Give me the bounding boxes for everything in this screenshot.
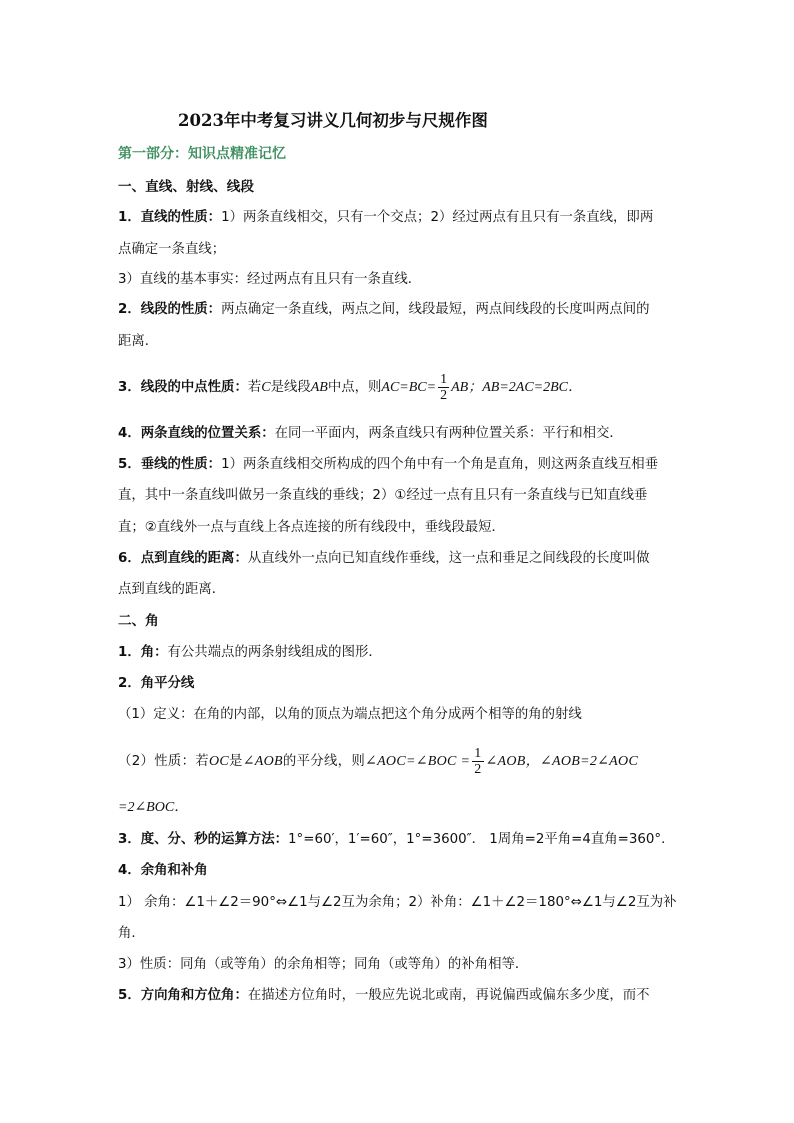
item-complementary-supplementary: 4．余角和补角 — [118, 863, 208, 878]
item-bisector-property — [118, 744, 638, 780]
text-fragment: 若 — [247, 380, 262, 395]
fraction-numerator: 1 — [474, 745, 482, 761]
item-sub-point: 3）性质：同角（或等角）的余角相等；同角（或等角）的补角相等． — [118, 957, 529, 972]
item-point-to-line-distance — [118, 549, 650, 569]
item-sub-point: 1） 余角：∠1＋∠2＝90°⇔∠1与∠2互为余角；2）补角：∠1＋∠2＝180°⇔∠1与∠2互为补 — [118, 895, 677, 910]
item-label: 3．度、分、秒的运算方法： — [118, 832, 289, 847]
item-angle-bisector: 2．角平分线 — [118, 676, 195, 691]
item-text: 在同一平面内，两条直线只有两种位置关系：平行和相交． — [274, 426, 623, 441]
text-fragment: （2）性质：若 — [118, 754, 209, 769]
item-perpendicular-properties — [118, 455, 658, 475]
math-var: C — [261, 380, 271, 395]
item-sub-point: 3）直线的基本事实：经过两点有且只有一条直线． — [118, 272, 422, 287]
math-expression: ∠AOB，∠AOB=2∠AOC — [485, 754, 639, 769]
item-continuation: =2∠BOC． — [118, 800, 189, 815]
text-fragment: 中点，则 — [327, 380, 382, 395]
item-continuation: 距离． — [118, 334, 159, 349]
math-var: OC — [208, 754, 230, 769]
text-fragment: 是线段 — [270, 380, 311, 395]
item-text: 在描述方位角时，一般应先说北或南，再说偏西或偏东多少度，而不 — [247, 988, 650, 1003]
item-text: 两点确定一条直线，两点之间，线段最短，两点间线段的长度叫两点间的 — [221, 302, 650, 317]
item-text: 1）两条直线相交，只有一个交点；2）经过两点有且只有一条直线，即两 — [221, 210, 654, 225]
math-expression: ∠AOB — [242, 754, 283, 769]
item-continuation: 直；②直线外一点与直线上各点连接的所有线段中，垂线段最短． — [118, 520, 505, 535]
item-text: 从直线外一点向已知直线作垂线，这一点和垂足之间线段的长度叫做 — [247, 551, 650, 566]
fraction-denominator: 2 — [474, 761, 482, 777]
item-line-relations — [118, 424, 623, 444]
text-fragment: 是 — [229, 754, 243, 769]
math-expression: ∠AOC=∠BOC = — [365, 754, 471, 769]
item-label: 5．方向角和方位角： — [118, 988, 248, 1003]
item-sub-point: （1）定义：在角的内部，以角的顶点为端点把这个角分成两个相等的角的射线 — [118, 707, 582, 722]
item-label: 4．两条直线的位置关系： — [118, 426, 275, 441]
item-degree-calculation — [118, 830, 675, 850]
item-text: 1°=60′，1′=60″，1°=3600″． 1周角=2平角=4直角=360°． — [288, 832, 675, 847]
item-label: 1．角： — [118, 645, 168, 660]
part-heading: 第一部分：知识点精准记忆 — [118, 146, 286, 162]
item-continuation: 角． — [118, 926, 145, 941]
item-text: 有公共端点的两条射线组成的图形． — [167, 645, 382, 660]
fraction-one-half — [438, 372, 449, 403]
item-continuation: 点到直线的距离． — [118, 582, 226, 597]
item-label: 6．点到直线的距离： — [118, 551, 248, 566]
item-direction-angle — [118, 986, 650, 1006]
item-label: 3．线段的中点性质： — [118, 380, 248, 395]
item-midpoint-properties — [118, 370, 582, 406]
fraction-one-half — [472, 746, 483, 777]
fraction-numerator: 1 — [440, 371, 448, 387]
item-continuation: 直，其中一条直线叫做另一条直线的垂线；2）①经过一点有且只有一条直线与已知直线垂 — [118, 488, 648, 503]
item-segment-properties — [118, 300, 650, 320]
fraction-denominator: 2 — [440, 387, 448, 403]
item-label: 1．直线的性质： — [118, 210, 222, 225]
math-var: AB — [310, 380, 328, 395]
section-heading-angles: 二、角 — [118, 613, 159, 629]
item-continuation: 点确定一条直线； — [118, 242, 226, 257]
item-line-properties — [118, 208, 653, 228]
text-fragment: 的平分线，则 — [282, 754, 366, 769]
item-label: 2．线段的性质： — [118, 302, 222, 317]
document-title: 2023年中考复习讲义几何初步与尺规作图 — [178, 111, 488, 130]
item-angle-definition — [118, 643, 382, 663]
item-label: 5．垂线的性质： — [118, 457, 222, 472]
section-heading-lines: 一、直线、射线、线段 — [118, 179, 254, 195]
item-text: 1）两条直线相交所构成的四个角中有一个角是直角，则这两条直线互相垂 — [221, 457, 659, 472]
math-expression: AC=BC= — [381, 380, 437, 395]
math-expression: AB；AB=2AC=2BC． — [451, 380, 582, 395]
